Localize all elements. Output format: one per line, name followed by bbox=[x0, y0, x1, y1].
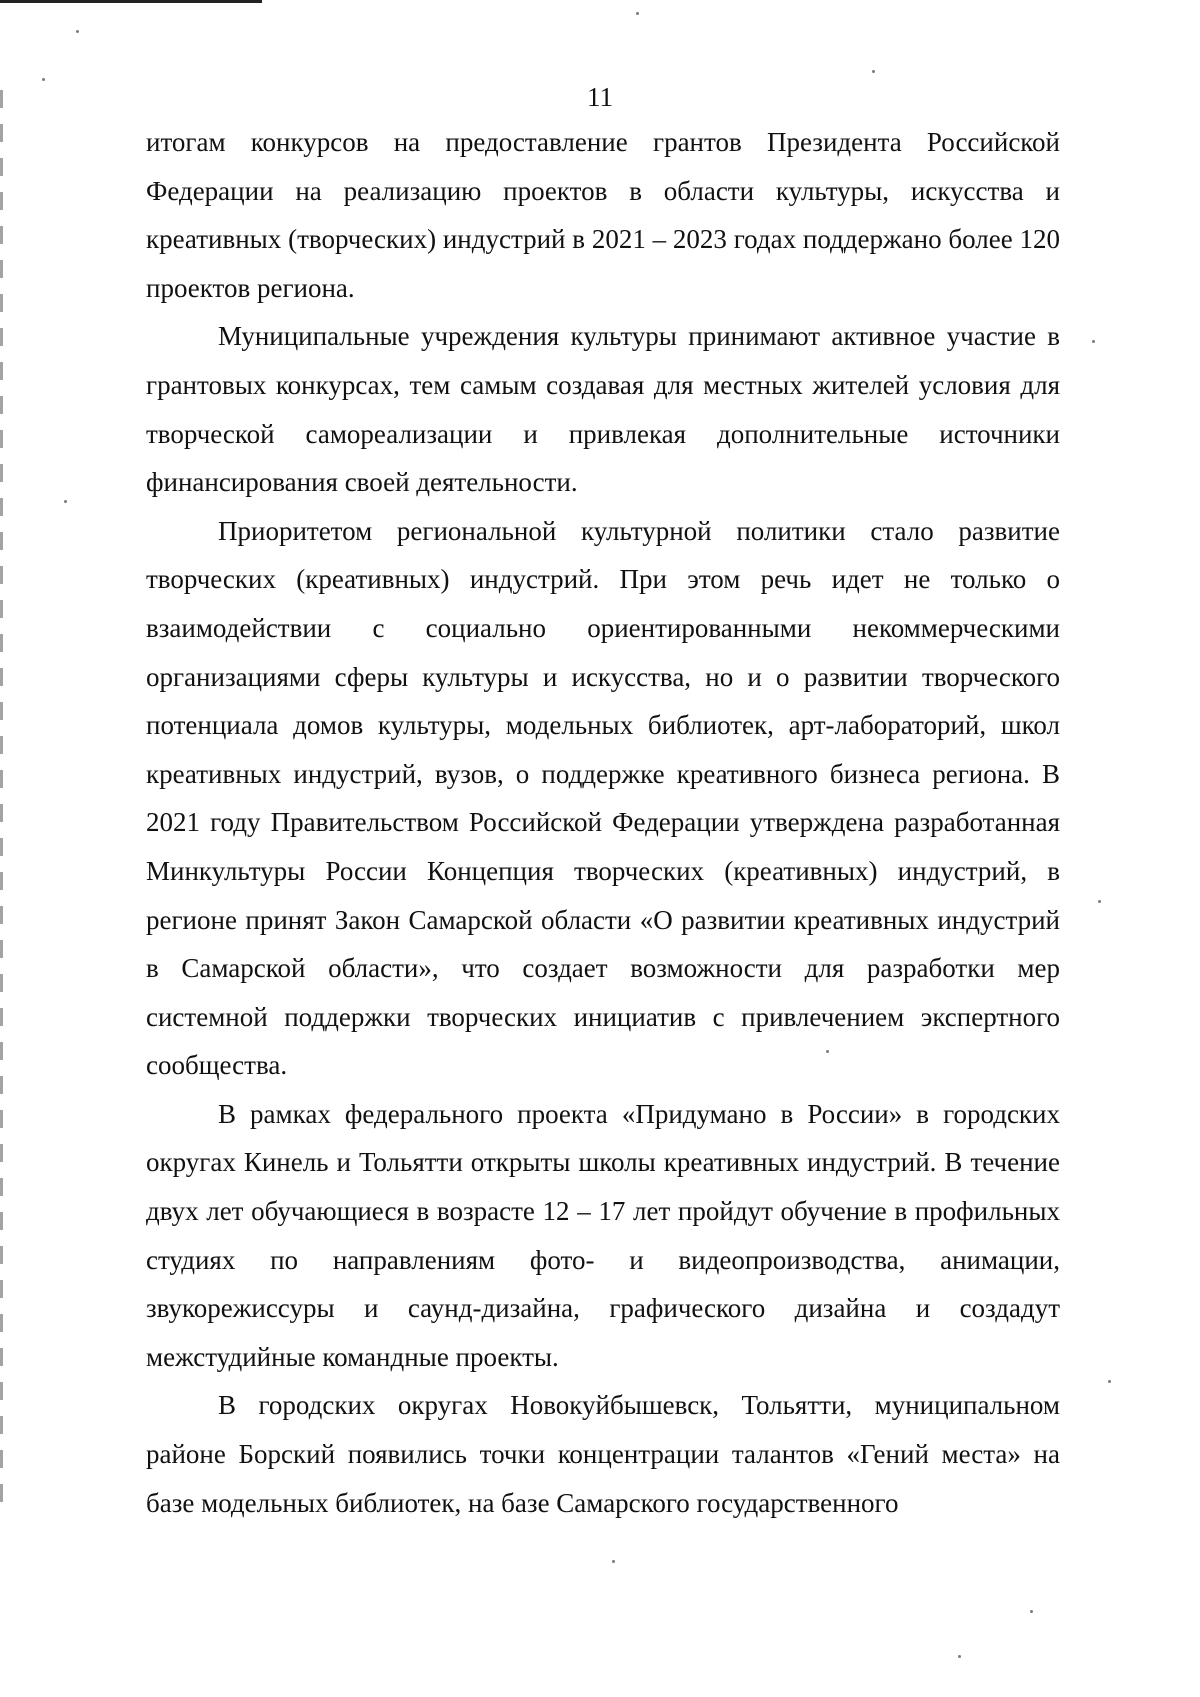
paragraph: В городских округах Новокуйбышевск, Тольятти, муниципальном районе Борский появились точки концентрации талантов «Гений места» на базе модельных библиотек, на базе Самарского государственного bbox=[146, 1390, 1060, 1518]
scan-speck bbox=[64, 500, 67, 503]
scan-speck bbox=[1092, 340, 1095, 343]
scan-edge-top bbox=[0, 0, 262, 3]
scan-edge-left bbox=[0, 90, 3, 1510]
scan-speck bbox=[636, 12, 639, 15]
scan-speck bbox=[872, 70, 875, 73]
paragraph: Муниципальные учреждения культуры принимают активное участие в грантовых конкурсах, тем самым создавая для местных жителей условия для творческой самореализации и привлекая дополнительные источники финансирования своей деятельности. bbox=[146, 321, 1060, 498]
scan-speck bbox=[1030, 1610, 1033, 1613]
paragraph-continuation: итогам конкурсов на предоставление грантов Президента Российской Федерации на реализацию проектов в области культуры, искусства и креативных (творческих) индустрий в 2021 – 2023 годах поддержано более 120 проектов региона. bbox=[146, 127, 1060, 303]
scan-speck bbox=[1108, 1380, 1111, 1383]
paragraph: Приоритетом региональной культурной политики стало развитие творческих (креативных) индустрий. При этом речь идет не только о взаимодействии с социально ориентированными некоммерческими организациями сферы культуры и искусства, но и о развитии творческого потенциала домов культуры, модельных библиотек, арт-лабораторий, школ креативных индустрий, вузов, о поддержке креативного бизнеса региона. В 2021 году Правительством Российской Федерации утверждена разработанная Минкультуры России Концепция творческих (креативных) индустрий, в регионе принят Закон Самарской области «О развитии креативных индустрий в Самарской области», что создает возможности для разработки мер системной поддержки творческих инициатив с привлечением экспертного сообщества. bbox=[146, 515, 1060, 1081]
scan-speck bbox=[76, 30, 79, 33]
document-body bbox=[146, 118, 1060, 1527]
page-number: 11 bbox=[587, 82, 613, 112]
scan-speck bbox=[1098, 900, 1101, 903]
scan-speck bbox=[958, 1655, 961, 1658]
scan-speck bbox=[612, 1560, 615, 1563]
scan-speck bbox=[42, 78, 45, 81]
paragraph: В рамках федерального проекта «Придумано в России» в городских округах Кинель и Тольятти открыты школы креативных индустрий. В течение двух лет обучающиеся в возрасте 12 – 17 лет пройдут обучение в профильных студиях по направлениям фото- и видеопроизводства, анимации, звукорежиссуры и саунд-дизайна, графического дизайна и создадут межстудийные командные проекты. bbox=[146, 1098, 1060, 1372]
